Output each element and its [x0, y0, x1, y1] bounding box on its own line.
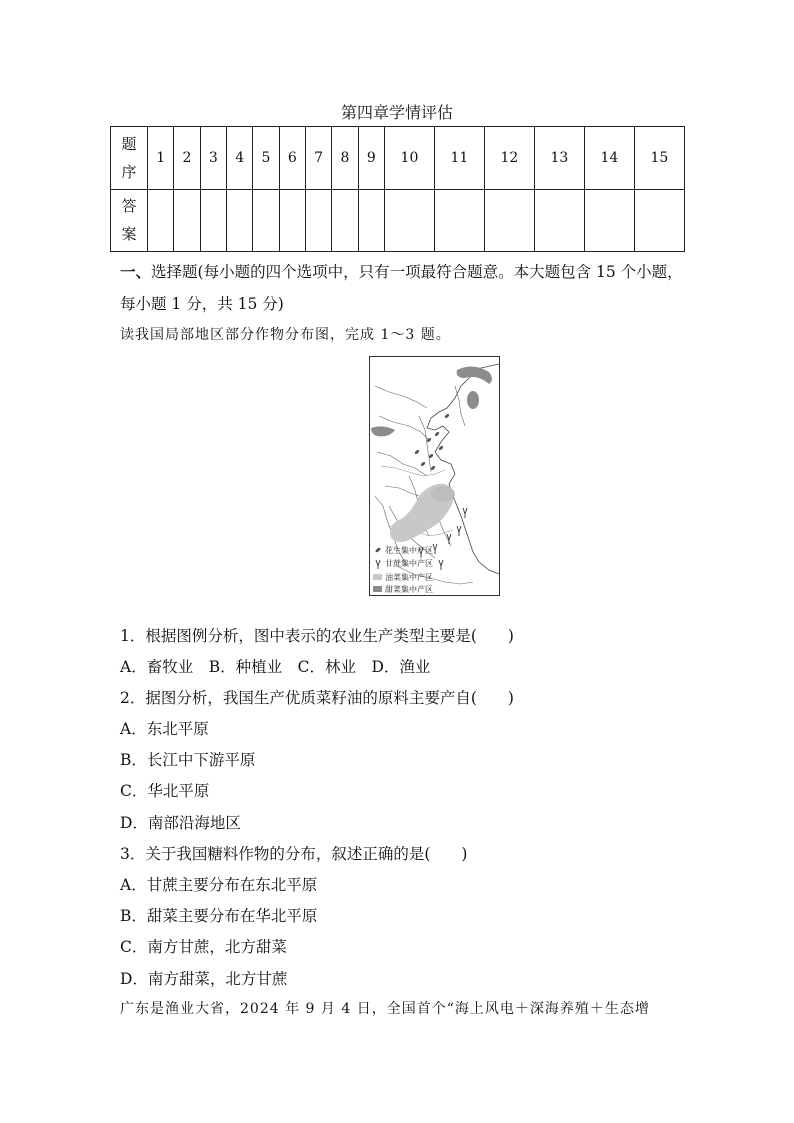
- answer-table: [110, 126, 685, 252]
- legend-sugarbeet-swatch: [373, 586, 382, 592]
- answer-cell[interactable]: [584, 189, 634, 252]
- number-cell: 14: [584, 127, 634, 190]
- answer-table-number-row: [111, 127, 685, 190]
- number-cell: 9: [358, 127, 384, 190]
- question-2-stem: 2．据图分析，我国生产优质菜籽油的原料主要产自( ): [120, 689, 514, 707]
- crop-distribution-map: [369, 356, 500, 596]
- number-cell: 12: [484, 127, 534, 190]
- answer-cell[interactable]: [305, 189, 331, 252]
- number-cell: 11: [434, 127, 484, 190]
- legend-label-peanut: 花生集中产区: [385, 546, 433, 555]
- question-1-stem: 1．根据图例分析，图中表示的农业生产类型主要是( ): [120, 627, 514, 645]
- answer-table-answer-row: [111, 189, 685, 252]
- row-label-answer: 答 案: [111, 189, 148, 252]
- answer-cell[interactable]: [279, 189, 305, 252]
- number-cell: 4: [226, 127, 252, 190]
- answer-cell[interactable]: [332, 189, 358, 252]
- number-cell: 5: [253, 127, 279, 190]
- answer-cell[interactable]: [634, 189, 684, 252]
- answer-cell[interactable]: [434, 189, 484, 252]
- answer-cell[interactable]: [484, 189, 534, 252]
- answer-cell[interactable]: [534, 189, 584, 252]
- number-cell: 3: [200, 127, 226, 190]
- answer-cell[interactable]: [174, 189, 200, 252]
- legend-label-sugarcane: 甘蔗集中产区: [385, 559, 433, 568]
- question-2-option-a: A．东北平原: [120, 720, 209, 738]
- section-heading-line2: 每小题 1 分，共 15 分): [120, 295, 284, 313]
- page-title: 第四章学情评估: [340, 103, 453, 122]
- question-3-option-d: D．南方甜菜，北方甘蔗: [120, 970, 288, 988]
- question-3-stem: 3．关于我国糖料作物的分布，叙述正确的是( ): [120, 845, 468, 863]
- intro-fishery-passage: 广东是渔业大省，2024 年 9 月 4 日，全国首个“海上风电＋深海养殖＋生态增: [120, 1001, 650, 1017]
- answer-cell[interactable]: [358, 189, 384, 252]
- sugarbeet-region-northeast-2: [467, 391, 479, 409]
- question-3-option-a: A．甘蔗主要分布在东北平原: [120, 876, 318, 894]
- question-2-option-b: B．长江中下游平原: [120, 751, 256, 769]
- number-cell: 15: [634, 127, 684, 190]
- intro-map-questions: 读我国局部地区部分作物分布图，完成 1～3 题。: [120, 327, 451, 343]
- answer-cell[interactable]: [226, 189, 252, 252]
- section-heading: 一、选择题(每小题的四个选项中，只有一项最符合题意。本大题包含 15 个小题，: [120, 262, 683, 281]
- legend-label-sugarbeet: 甜菜集中产区: [385, 585, 433, 594]
- question-1-options: A．畜牧业 B．种植业 C．林业 D．渔业: [120, 658, 431, 676]
- answer-cell[interactable]: [200, 189, 226, 252]
- number-cell: 7: [305, 127, 331, 190]
- number-cell: 8: [332, 127, 358, 190]
- number-cell: 10: [384, 127, 434, 190]
- question-3-option-b: B．甜菜主要分布在华北平原: [120, 907, 318, 925]
- question-2-option-c: C．华北平原: [120, 782, 210, 800]
- legend-label-rapeseed: 油菜集中产区: [385, 573, 433, 582]
- answer-cell[interactable]: [148, 189, 174, 252]
- number-cell: 6: [279, 127, 305, 190]
- question-2-option-d: D．南部沿海地区: [120, 814, 241, 832]
- row-label-question-number: 题 序: [111, 127, 148, 190]
- legend-rapeseed-swatch: [373, 574, 382, 580]
- answer-cell[interactable]: [384, 189, 434, 252]
- question-3-option-c: C．南方甘蔗，北方甜菜: [120, 938, 287, 956]
- rapeseed-region-east: [431, 486, 455, 502]
- number-cell: 13: [534, 127, 584, 190]
- number-cell: 1: [148, 127, 174, 190]
- answer-cell[interactable]: [253, 189, 279, 252]
- number-cell: 2: [174, 127, 200, 190]
